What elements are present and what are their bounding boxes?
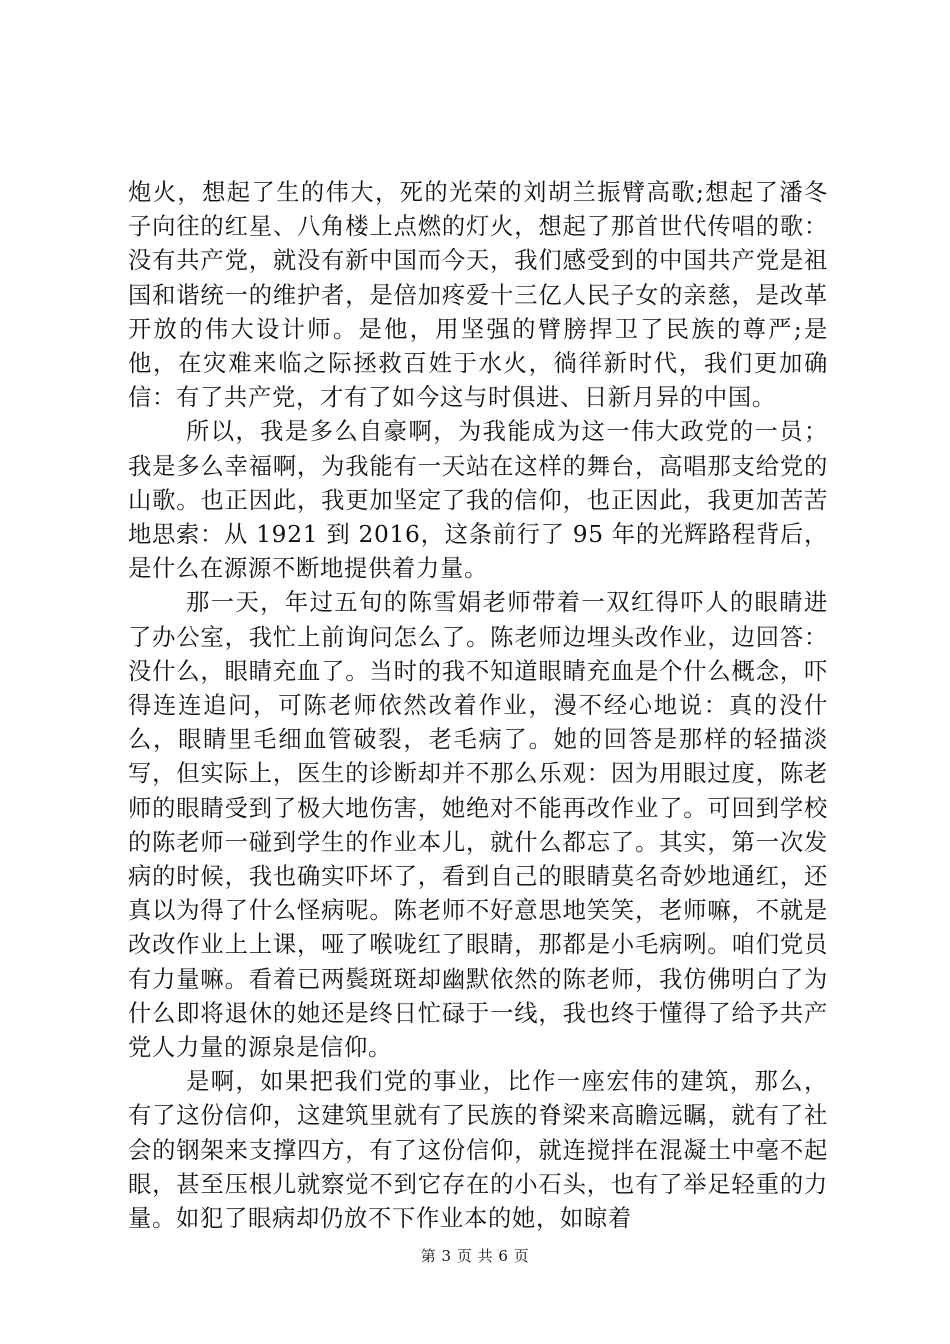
paragraph-pride: 所以，我是多么自豪啊，为我能成为这一伟大政党的一员；我是多么幸福啊，为我能有一天站在这样的舞台，高唱那支给党的山歌。也正因此，我更加坚定了我的信仰，也正因此，我更加苦苦地思索：从 1921 到 2016，这条前行了 95 年的光辉路程背后，是什么在源源不断地提供着力量。 <box>128 418 828 583</box>
paragraph-continued: 炮火，想起了生的伟大，死的光荣的刘胡兰振臂高歌;想起了潘冬子向往的红星、八角楼上点燃的灯火，想起了那首世代传唱的歌：没有共产党，就没有新中国而今天，我们感受到的中国共产党是祖国和谐统一的维护者，是倍加疼爱十三亿人民子女的亲慈，是改革开放的伟大设计师。是他，用坚强的臂膀捍卫了民族的尊严;是他，在灾难来临之际拯救百姓于水火，徜徉新时代，我们更加确信：有了共产党，才有了如今这与时俱进、日新月异的中国。 <box>128 179 828 412</box>
paragraph-faith: 是啊，如果把我们党的事业，比作一座宏伟的建筑，那么，有了这份信仰，这建筑里就有了民族的脊梁来高瞻远瞩，就有了社会的钢架来支撑四方，有了这份信仰，就连搅拌在混凝土中毫不起眼，甚至压根儿就察觉不到它存在的小石头，也有了举足轻重的力量。如犯了眼病却仍放不下作业本的她，如晾着 <box>128 1068 828 1233</box>
paragraph-teacher-story: 那一天，年过五旬的陈雪娟老师带着一双红得吓人的眼睛进了办公室，我忙上前询问怎么了。陈老师边埋头改作业，边回答：没什么，眼睛充血了。当时的我不知道眼睛充血是个什么概念，吓得连连追问，可陈老师依然改着作业，漫不经心地说：真的没什么，眼睛里毛细血管破裂，老毛病了。她的回答是那样的轻描淡写，但实际上，医生的诊断却并不那么乐观：因为用眼过度，陈老师的眼睛受到了极大地伤害，她绝对不能再改作业了。可回到学校的陈老师一碰到学生的作业本儿，就什么都忘了。其实，第一次发病的时候，我也确实吓坏了，看到自己的眼睛莫名奇妙地通红，还真以为得了什么怪病呢。陈老师不好意思地笑笑，老师嘛，不就是改改作业上上课，哑了喉咙红了眼睛，那都是小毛病咧。咱们党员有力量嘛。看着已两鬓斑斑却幽默依然的陈老师，我仿佛明白了为什么即将退休的她还是终日忙碌于一线，我也终于懂得了给予共产党人力量的源泉是信仰。 <box>128 589 828 1062</box>
body-text <box>128 176 828 1236</box>
page-number-footer: 第 3 页 共 6 页 <box>420 1247 530 1265</box>
